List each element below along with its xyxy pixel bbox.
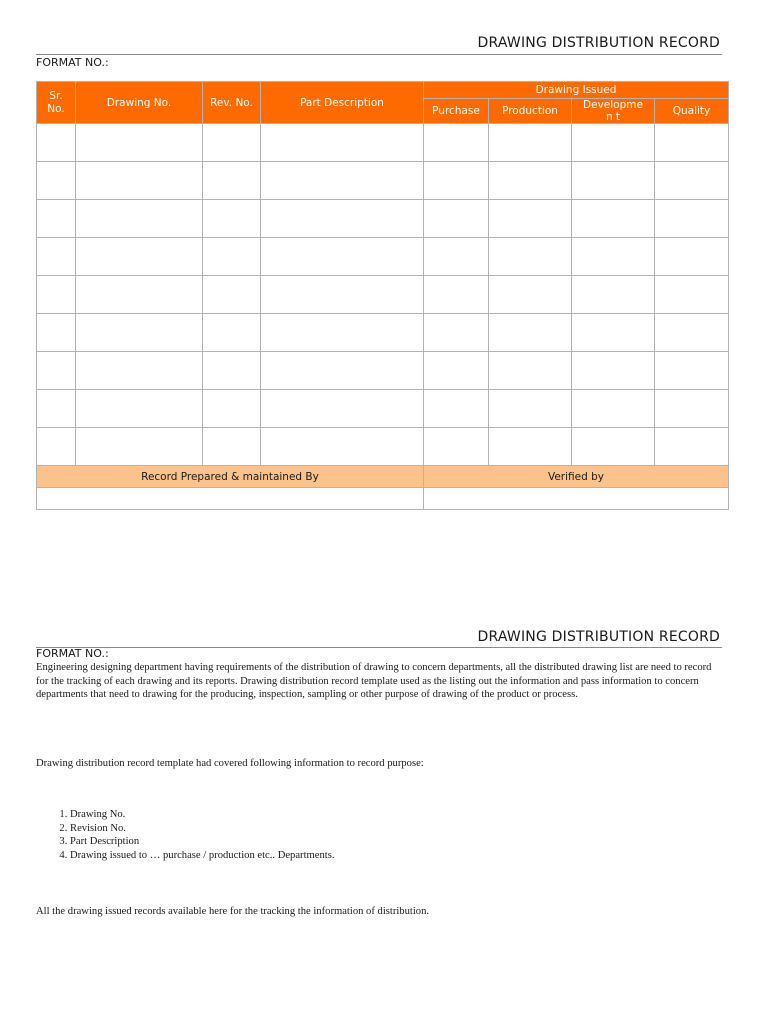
cell-part-description[interactable] <box>261 390 424 428</box>
cell-development[interactable] <box>572 314 655 352</box>
cell-part-description[interactable] <box>261 276 424 314</box>
cell-quality[interactable] <box>655 390 729 428</box>
cell-purchase[interactable] <box>424 238 489 276</box>
cell-purchase[interactable] <box>424 276 489 314</box>
form-title: DRAWING DISTRIBUTION RECORD <box>477 35 720 51</box>
cell-rev-no[interactable] <box>203 276 261 314</box>
prepared-by-field[interactable] <box>37 488 424 510</box>
cell-part-description[interactable] <box>261 352 424 390</box>
col-header-drawing-no: Drawing No. <box>76 82 203 124</box>
cell-quality[interactable] <box>655 124 729 162</box>
cell-rev-no[interactable] <box>203 238 261 276</box>
description-rule <box>36 647 722 648</box>
verified-by-label: Verified by <box>424 466 729 488</box>
table-row <box>37 162 729 200</box>
closing-paragraph: All the drawing issued records available here for the tracking the information of distribution. <box>36 906 430 917</box>
table-row <box>37 352 729 390</box>
cell-sr-no[interactable] <box>37 314 76 352</box>
cell-development[interactable] <box>572 124 655 162</box>
cell-rev-no[interactable] <box>203 390 261 428</box>
cell-part-description[interactable] <box>261 200 424 238</box>
distribution-table <box>36 81 729 510</box>
cell-sr-no[interactable] <box>37 428 76 466</box>
col-header-rev-no: Rev. No. <box>203 82 261 124</box>
cell-sr-no[interactable] <box>37 390 76 428</box>
cell-part-description[interactable] <box>261 238 424 276</box>
col-header-production: Production <box>489 99 572 124</box>
cell-rev-no[interactable] <box>203 428 261 466</box>
table-row <box>37 276 729 314</box>
col-header-development: Developmen t <box>572 99 655 124</box>
cell-drawing-no[interactable] <box>76 276 203 314</box>
cell-rev-no[interactable] <box>203 352 261 390</box>
cell-part-description[interactable] <box>261 162 424 200</box>
verified-by-field[interactable] <box>424 488 729 510</box>
cell-sr-no[interactable] <box>37 276 76 314</box>
cell-production[interactable] <box>489 352 572 390</box>
cell-purchase[interactable] <box>424 352 489 390</box>
cell-development[interactable] <box>572 200 655 238</box>
cell-rev-no[interactable] <box>203 162 261 200</box>
col-header-part-description: Part Description <box>261 82 424 124</box>
cell-sr-no[interactable] <box>37 124 76 162</box>
cell-rev-no[interactable] <box>203 200 261 238</box>
cell-purchase[interactable] <box>424 428 489 466</box>
cell-rev-no[interactable] <box>203 124 261 162</box>
cell-purchase[interactable] <box>424 162 489 200</box>
cell-drawing-no[interactable] <box>76 200 203 238</box>
intro-paragraph: Engineering designing department having requirements of the distribution of drawing to concern departments, all the distributed drawing list are need to record for the tracking of each drawing and its reports. Drawing distribution record template used as the listing out the information and pass information to concern departments that need to drawing for the producing, inspection, sampling or other purpose of drawing of the product or process. <box>36 662 712 700</box>
table-row <box>37 390 729 428</box>
cell-part-description[interactable] <box>261 314 424 352</box>
cell-development[interactable] <box>572 352 655 390</box>
cell-drawing-no[interactable] <box>76 238 203 276</box>
list-item: 3. Part Description <box>70 835 334 849</box>
cell-production[interactable] <box>489 314 572 352</box>
table-body <box>37 124 729 466</box>
description-format-no-label: FORMAT NO.: <box>36 647 109 660</box>
col-header-drawing-issued: Drawing Issued <box>424 82 729 99</box>
covered-info-list <box>36 808 334 862</box>
list-item: 4. Drawing issued to … purchase / production etc.. Departments. <box>70 849 334 863</box>
cell-production[interactable] <box>489 390 572 428</box>
cell-quality[interactable] <box>655 352 729 390</box>
cell-drawing-no[interactable] <box>76 390 203 428</box>
cell-development[interactable] <box>572 162 655 200</box>
cell-quality[interactable] <box>655 314 729 352</box>
cell-production[interactable] <box>489 162 572 200</box>
table-row <box>37 314 729 352</box>
cell-quality[interactable] <box>655 276 729 314</box>
table-row <box>37 124 729 162</box>
cell-purchase[interactable] <box>424 200 489 238</box>
cell-development[interactable] <box>572 276 655 314</box>
cell-purchase[interactable] <box>424 390 489 428</box>
col-header-quality: Quality <box>655 99 729 124</box>
cell-development[interactable] <box>572 428 655 466</box>
list-item: 1. Drawing No. <box>70 808 334 822</box>
cell-purchase[interactable] <box>424 124 489 162</box>
cell-production[interactable] <box>489 238 572 276</box>
cell-quality[interactable] <box>655 200 729 238</box>
cell-drawing-no[interactable] <box>76 314 203 352</box>
cell-drawing-no[interactable] <box>76 428 203 466</box>
format-no-label: FORMAT NO.: <box>36 56 109 69</box>
cell-sr-no[interactable] <box>37 200 76 238</box>
description-title: DRAWING DISTRIBUTION RECORD <box>477 629 720 645</box>
table-row <box>37 238 729 276</box>
cell-part-description[interactable] <box>261 428 424 466</box>
cell-production[interactable] <box>489 276 572 314</box>
col-header-sr-no: Sr. No. <box>37 82 76 124</box>
table-row <box>37 428 729 466</box>
table-row <box>37 200 729 238</box>
cell-production[interactable] <box>489 428 572 466</box>
cell-quality[interactable] <box>655 428 729 466</box>
col-header-purchase: Purchase <box>424 99 489 124</box>
cell-development[interactable] <box>572 238 655 276</box>
cell-drawing-no[interactable] <box>76 162 203 200</box>
list-item: 2. Revision No. <box>70 822 334 836</box>
title-rule <box>36 54 722 55</box>
cell-quality[interactable] <box>655 238 729 276</box>
lead-paragraph: Drawing distribution record template had covered following information to record purpose: <box>36 758 424 769</box>
cell-development[interactable] <box>572 390 655 428</box>
cell-drawing-no[interactable] <box>76 352 203 390</box>
prepared-by-label: Record Prepared & maintained By <box>37 466 424 488</box>
cell-part-description[interactable] <box>261 124 424 162</box>
cell-quality[interactable] <box>655 162 729 200</box>
cell-drawing-no[interactable] <box>76 124 203 162</box>
cell-sr-no[interactable] <box>37 162 76 200</box>
cell-purchase[interactable] <box>424 314 489 352</box>
cell-rev-no[interactable] <box>203 314 261 352</box>
cell-sr-no[interactable] <box>37 352 76 390</box>
cell-production[interactable] <box>489 124 572 162</box>
cell-production[interactable] <box>489 200 572 238</box>
cell-sr-no[interactable] <box>37 238 76 276</box>
